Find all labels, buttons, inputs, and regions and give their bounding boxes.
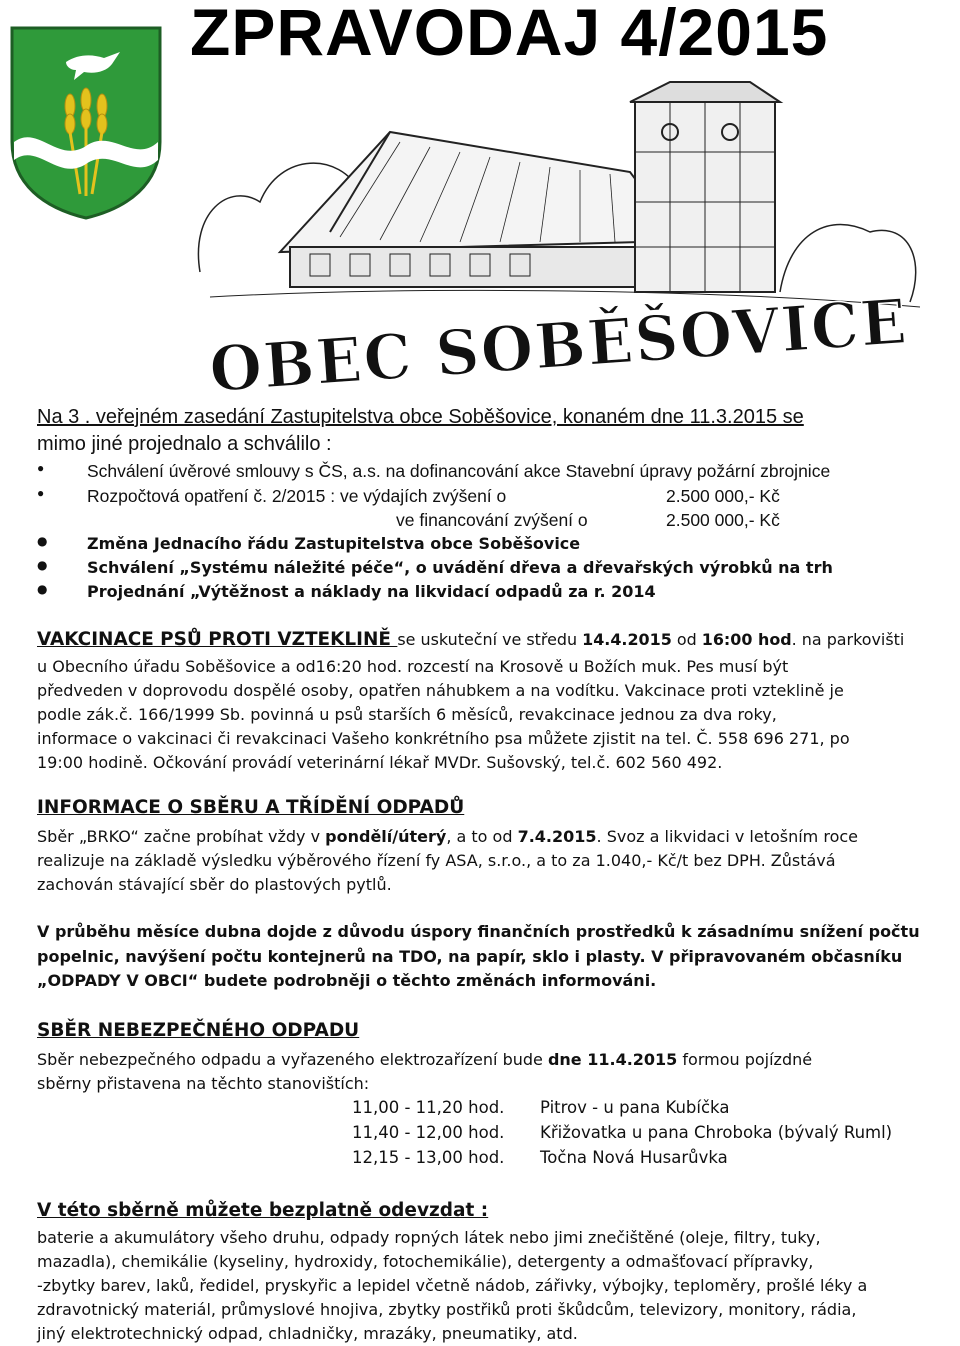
vaccination-line-2: u Obecního úřadu Soběšovice a od16:20 hod. rozcestí na Krosově u Božích muk. Pes musí být	[37, 657, 789, 676]
newsletter-title: ZPRAVODAJ 4/2015	[190, 0, 829, 69]
meeting-item-5: ● Projednání „Výtěžnost a náklady na likvidací odpadů za r. 2014	[37, 582, 656, 601]
waste-info-line-2: realizuje na základě výsledku výběrového řízení fy ASA, s.r.o., a to za 1.040,- Kč/t bez DPH. Zůstává	[37, 851, 836, 870]
vaccination-line-4: podle zák.č. 166/1999 Sb. povinná u psů starších 6 měsíců, revakcinace jednou za dva roky,	[37, 705, 777, 724]
hazardous-line-1: Sběr nebezpečného odpadu a vyřazeného elektrozařízení bude dne 11.4.2015 formou pojízdné	[37, 1050, 813, 1069]
free-disposal-line-1: baterie a akumulátory všeho druhu, odpady ropných látek nebo jimi znečištěné (oleje, filtry, tuky,	[37, 1228, 821, 1247]
schedule-time: 11,00 - 11,20 hod.	[352, 1098, 505, 1117]
free-disposal-line-5: jiný elektrotechnický odpad, chladničky, mrazáky, pneumatiky, atd.	[37, 1324, 578, 1343]
bullet-icon: ●	[37, 461, 45, 475]
bullet-icon: ●	[37, 582, 48, 596]
bullet-icon: ●	[37, 534, 48, 548]
meeting-item-2: ● Rozpočtová opatření č. 2/2015 : ve výdajích zvýšení o	[37, 486, 507, 506]
village-hall-illustration	[190, 62, 930, 392]
meeting-item-1: ● Schválení úvěrové smlouvy s ČS, a.s. na dofinancování akce Stavební úpravy požární zbrojnice	[37, 461, 831, 481]
schedule-time: 11,40 - 12,00 hod.	[352, 1123, 505, 1142]
coat-of-arms-image	[8, 24, 164, 220]
vaccination-line-6: 19:00 hodině. Očkování provádí veterinární lékař MVDr. Sušovský, tel.č. 602 560 492.	[37, 753, 723, 772]
hazardous-heading: SBĚR NEBEZPEČNÉHO ODPADU	[37, 1020, 360, 1041]
meeting-item-2-amount-2: 2.500 000,- Kč	[666, 510, 780, 530]
meeting-item-2-label-2: ve financování zvýšení o	[396, 510, 588, 530]
waste-change-line-3: „ODPADY V OBCI“ budete podrobněji o těchto změnách informováni.	[37, 971, 657, 990]
vaccination-heading: VAKCINACE PSŮ PROTI VZTEKLINĚ	[37, 629, 398, 650]
schedule-place: Pitrov - u pana Kubíčka	[540, 1098, 730, 1117]
schedule-place: Křižovatka u pana Chroboka (bývalý Ruml)	[540, 1123, 893, 1142]
free-disposal-line-4: zdravotnický materiál, průmyslové hnojiva, zbytky postřiků proti škůdcům, televizory, monitory, rádia,	[37, 1300, 857, 1319]
meeting-intro-line-1: Na 3 . veřejném zasedání Zastupitelstva obce Soběšovice, konaném dne 11.3.2015 se	[37, 406, 804, 428]
free-disposal-line-2: mazadla), chemikálie (kyseliny, hydroxidy, fotochemikálie), detergenty a odmašťovací přípravky,	[37, 1252, 814, 1271]
vaccination-line-1: VAKCINACE PSŮ PROTI VZTEKLINĚ se uskuteční ve středu 14.4.2015 od 16:00 hod. na parkovišti	[37, 629, 905, 650]
schedule-time: 12,15 - 13,00 hod.	[352, 1148, 505, 1167]
free-disposal-heading: V této sběrně můžete bezplatně odevzdat :	[37, 1200, 489, 1221]
bullet-icon: ●	[37, 558, 48, 572]
waste-info-line-1: Sběr „BRKO“ začne probíhat vždy v pondělí/úterý, a to od 7.4.2015. Svoz a likvidaci v letošním roce	[37, 827, 859, 846]
meeting-item-4: ● Schválení „Systému náležité péče“, o uvádění dřeva a dřevařských výrobků na trh	[37, 558, 833, 577]
waste-change-line-2: popelnic, navýšení počtu kontejnerů na TDO, na papír, sklo i plasty. V připravovaném občasníku	[37, 947, 903, 966]
waste-change-line-1: V průběhu měsíce dubna dojde z důvodu úspory finančních prostředků k zásadnímu snížení počtu	[37, 922, 920, 941]
bullet-icon: ●	[37, 486, 45, 500]
vaccination-line-3: předveden v doprovodu dospělé osoby, opatřen náhubkem a na vodítku. Vakcinace proti vzteklině je	[37, 681, 844, 700]
schedule-place: Točna Nová Husarůvka	[540, 1148, 728, 1167]
waste-info-line-3: zachován stávající sběr do plastových pytlů.	[37, 875, 392, 894]
meeting-item-3: ● Změna Jednacího řádu Zastupitelstva obce Soběšovice	[37, 534, 581, 553]
free-disposal-line-3: -zbytky barev, laků, ředidel, pryskyřic a lepidel včetně nádob, zářivky, výbojky, teploměry, prošlé léky a	[37, 1276, 868, 1295]
meeting-item-2-amount-1: 2.500 000,- Kč	[666, 486, 780, 506]
meeting-intro-line-2: mimo jiné projednalo a schválilo :	[37, 433, 332, 455]
waste-info-heading: INFORMACE O SBĚRU A TŘÍDĚNÍ ODPADŮ	[37, 797, 465, 818]
village-logo-text: OBEC SOBĚŠOVICE	[207, 283, 930, 392]
vaccination-line-5: informace o vakcinaci či revakcinaci Vašeho konkrétního psa můžete zjistit na tel. Č. 558 696 271, po	[37, 729, 850, 748]
hazardous-line-2: sběrny přistavena na těchto stanovištích:	[37, 1074, 370, 1093]
